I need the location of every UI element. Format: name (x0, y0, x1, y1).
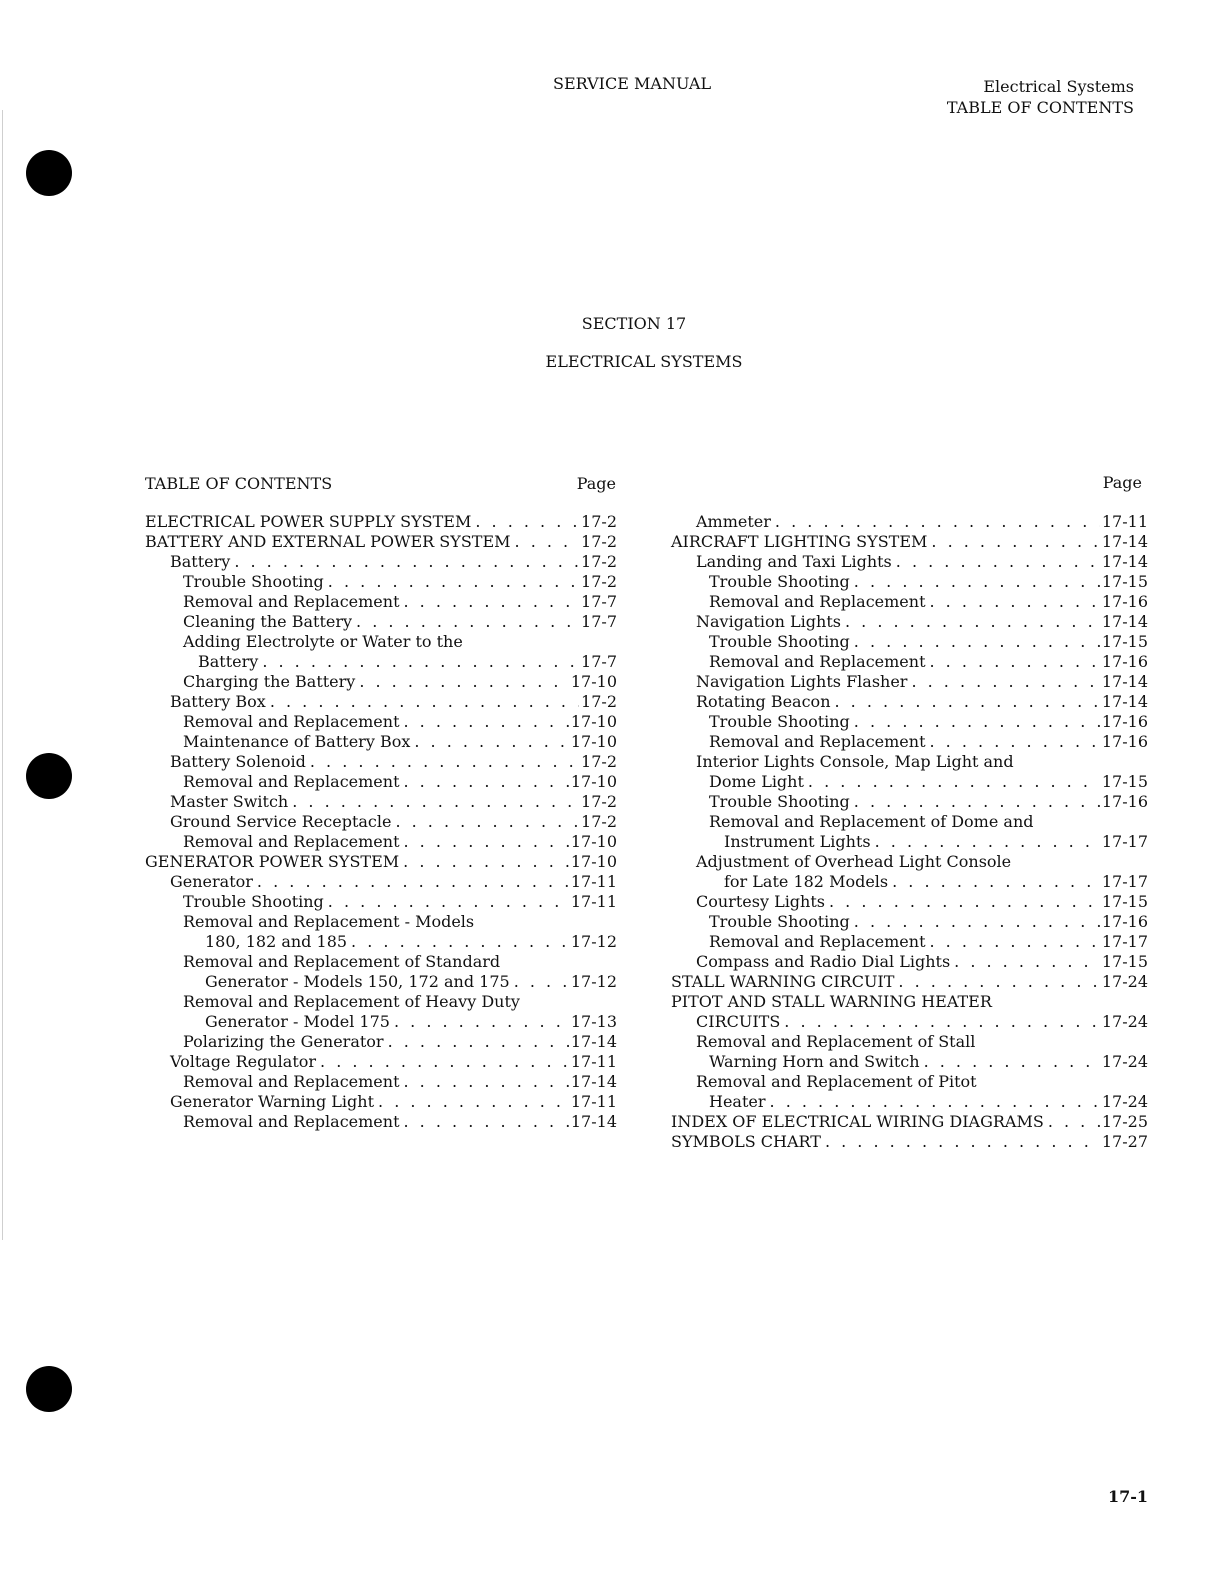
toc-entry (671, 1052, 1148, 1072)
header-toc-label: TABLE OF CONTENTS (946, 98, 1134, 117)
toc-entry (671, 852, 1148, 872)
toc-entry-page: 17-10 (570, 852, 617, 871)
punch-hole-top (26, 150, 72, 196)
toc-entry-page: 17-13 (570, 1012, 617, 1031)
toc-entry (145, 632, 617, 652)
toc-leader-dots (927, 532, 1099, 552)
toc-entry (145, 552, 617, 572)
toc-entry-title: Adding Electrolyte or Water to the (183, 632, 463, 651)
toc-entry (145, 612, 617, 632)
toc-leader-dots (780, 1012, 1100, 1032)
toc-leader-dots (316, 1052, 569, 1072)
toc-entry (671, 892, 1148, 912)
toc-entry (671, 1012, 1148, 1032)
toc-entry (145, 852, 617, 872)
toc-entry (145, 932, 617, 952)
toc-entry-page: 17-14 (1101, 532, 1148, 551)
toc-entry-page: 17-14 (1101, 552, 1148, 571)
toc-leader-dots (400, 1112, 569, 1132)
toc-heading: TABLE OF CONTENTS (145, 474, 333, 493)
toc-entry-title: BATTERY AND EXTERNAL POWER SYSTEM (145, 532, 511, 551)
toc-leader-dots (511, 532, 580, 552)
toc-entry-title: CIRCUITS (696, 1012, 781, 1031)
toc-entry-page: 17-12 (570, 972, 617, 991)
toc-leader-dots (926, 592, 1100, 612)
toc-entry (671, 912, 1148, 932)
toc-entry (145, 972, 617, 992)
toc-entry (671, 552, 1148, 572)
toc-leader-dots (920, 1052, 1100, 1072)
toc-leader-dots (825, 892, 1100, 912)
toc-entry-page: 17-12 (570, 932, 617, 951)
toc-entry (671, 812, 1148, 832)
toc-entry-title: 180, 182 and 185 (205, 932, 348, 951)
toc-entry (145, 1012, 617, 1032)
toc-entry-title: Removal and Replacement (709, 732, 926, 751)
toc-entry-page: 17-10 (570, 732, 617, 751)
toc-entry (671, 572, 1148, 592)
toc-entry (145, 512, 617, 532)
toc-entry (145, 772, 617, 792)
toc-entry-page: 17-14 (1101, 672, 1148, 691)
toc-entry (671, 772, 1148, 792)
toc-entry-page: 17-2 (581, 512, 617, 531)
toc-entry-title: Landing and Taxi Lights (696, 552, 892, 571)
toc-entry-title: Removal and Replacement of Pitot (696, 1072, 977, 1091)
toc-entry-page: 17-11 (570, 872, 617, 891)
toc-entry-title: Maintenance of Battery Box (183, 732, 411, 751)
toc-entry-page: 17-2 (581, 752, 617, 771)
toc-entry-page: 17-14 (1101, 692, 1148, 711)
toc-entry-page: 17-16 (1101, 912, 1148, 931)
toc-leader-dots (926, 932, 1100, 952)
toc-entry-page: 17-11 (570, 1092, 617, 1111)
toc-entry-title: Cleaning the Battery (183, 612, 353, 631)
toc-leader-dots (1044, 1112, 1100, 1132)
toc-leader-dots (352, 612, 579, 632)
toc-entry-title: Battery Solenoid (170, 752, 306, 771)
punch-hole-middle (26, 753, 72, 799)
toc-entry-title: Battery (198, 652, 259, 671)
toc-leader-dots (324, 572, 579, 592)
toc-entry (145, 652, 617, 672)
toc-left-column (145, 512, 617, 1132)
toc-entry (671, 1032, 1148, 1052)
toc-entry-title: GENERATOR POWER SYSTEM (145, 852, 400, 871)
toc-entry (145, 1052, 617, 1072)
toc-entry-title: AIRCRAFT LIGHTING SYSTEM (671, 532, 928, 551)
toc-entry-page: 17-24 (1101, 972, 1148, 991)
toc-entry-title: ELECTRICAL POWER SUPPLY SYSTEM (145, 512, 472, 531)
toc-entry-title: Removal and Replacement (183, 832, 400, 851)
toc-entry-title: Removal and Replacement (183, 592, 400, 611)
toc-entry-page: 17-2 (581, 812, 617, 831)
toc-entry-title: Charging the Battery (183, 672, 356, 691)
toc-entry-page: 17-7 (581, 652, 617, 671)
toc-leader-dots (888, 872, 1100, 892)
toc-entry-page: 17-10 (570, 832, 617, 851)
toc-leader-dots (258, 652, 579, 672)
toc-entry-page: 17-15 (1101, 572, 1148, 591)
toc-entry (671, 952, 1148, 972)
toc-entry-title: Removal and Replacement of Standard (183, 952, 501, 971)
toc-entry (671, 712, 1148, 732)
toc-entry (671, 872, 1148, 892)
toc-entry-page: 17-17 (1101, 832, 1148, 851)
toc-entry-page: 17-15 (1101, 632, 1148, 651)
toc-entry-page: 17-17 (1101, 872, 1148, 891)
toc-entry (671, 992, 1148, 1012)
toc-entry-title: SYMBOLS CHART (671, 1132, 821, 1151)
toc-entry-title: Battery (170, 552, 231, 571)
toc-entry (145, 1072, 617, 1092)
toc-entry-page: 17-11 (1101, 512, 1148, 531)
toc-leader-dots (804, 772, 1100, 792)
toc-leader-dots (324, 892, 569, 912)
toc-entry-page: 17-24 (1101, 1092, 1148, 1111)
toc-right-page-label: Page (1102, 473, 1142, 492)
toc-entry-page: 17-16 (1101, 792, 1148, 811)
toc-entry-title: Trouble Shooting (183, 572, 324, 591)
toc-entry-title: Courtesy Lights (696, 892, 825, 911)
toc-leader-dots (347, 932, 569, 952)
toc-entry-page: 17-2 (581, 532, 617, 551)
toc-leader-dots (400, 772, 569, 792)
binding-edge (2, 110, 3, 1240)
toc-entry (671, 532, 1148, 552)
toc-entry-title: Master Switch (170, 792, 289, 811)
toc-entry (671, 932, 1148, 952)
toc-entry (145, 952, 617, 972)
toc-entry-title: Heater (709, 1092, 766, 1111)
toc-entry-page: 17-14 (570, 1112, 617, 1131)
toc-leader-dots (400, 1072, 569, 1092)
toc-entry-page: 17-14 (1101, 612, 1148, 631)
toc-entry-title: Trouble Shooting (709, 632, 850, 651)
toc-leader-dots (850, 792, 1100, 812)
toc-entry-title: Instrument Lights (724, 832, 871, 851)
toc-entry-title: PITOT AND STALL WARNING HEATER (671, 992, 992, 1011)
toc-entry-title: Removal and Replacement (183, 1072, 400, 1091)
punch-hole-bottom (26, 1366, 72, 1412)
toc-leader-dots (399, 852, 569, 872)
toc-entry (671, 1132, 1148, 1152)
toc-leader-dots (841, 612, 1100, 632)
toc-entry (145, 872, 617, 892)
toc-entry-title: Rotating Beacon (696, 692, 831, 711)
toc-entry (145, 712, 617, 732)
toc-leader-dots (950, 952, 1100, 972)
toc-entry (145, 732, 617, 752)
toc-entry-title: Compass and Radio Dial Lights (696, 952, 951, 971)
toc-entry-title: Generator (170, 872, 253, 891)
toc-entry-title: Generator Warning Light (170, 1092, 375, 1111)
toc-entry-title: Removal and Replacement (183, 772, 400, 791)
toc-entry (671, 692, 1148, 712)
toc-entry-page: 17-10 (570, 672, 617, 691)
toc-entry-title: Trouble Shooting (183, 892, 324, 911)
toc-entry-title: Removal and Replacement (183, 1112, 400, 1131)
toc-entry (671, 592, 1148, 612)
toc-entry (145, 592, 617, 612)
toc-entry-title: Interior Lights Console, Map Light and (696, 752, 1014, 771)
toc-entry-page: 17-27 (1101, 1132, 1148, 1151)
toc-entry-title: Removal and Replacement of Dome and (709, 812, 1034, 831)
toc-entry-title: Removal and Replacement (709, 652, 926, 671)
toc-leader-dots (288, 792, 579, 812)
toc-entry-title: Navigation Lights Flasher (696, 672, 908, 691)
header-manual-title: SERVICE MANUAL (553, 74, 712, 93)
toc-leader-dots (374, 1092, 569, 1112)
section-title: ELECTRICAL SYSTEMS (545, 352, 743, 371)
toc-entry (145, 1112, 617, 1132)
toc-entry (145, 992, 617, 1012)
toc-leader-dots (850, 632, 1100, 652)
toc-entry-page: 17-2 (581, 792, 617, 811)
toc-entry-page: 17-2 (581, 692, 617, 711)
toc-leader-dots (400, 712, 569, 732)
toc-entry-page: 17-24 (1101, 1052, 1148, 1071)
toc-entry-title: Voltage Regulator (170, 1052, 317, 1071)
toc-entry (145, 892, 617, 912)
toc-entry (671, 652, 1148, 672)
toc-entry (145, 1032, 617, 1052)
toc-leader-dots (850, 572, 1100, 592)
toc-entry-title: Removal and Replacement of Stall (696, 1032, 976, 1051)
toc-entry-page: 17-16 (1101, 712, 1148, 731)
toc-right-column (671, 512, 1148, 1152)
toc-leader-dots (391, 812, 579, 832)
toc-leader-dots (821, 1132, 1100, 1152)
toc-entry-title: Ammeter (696, 512, 771, 531)
toc-entry (671, 832, 1148, 852)
toc-entry (671, 1112, 1148, 1132)
toc-entry (671, 612, 1148, 632)
toc-entry-page: 17-15 (1101, 892, 1148, 911)
toc-leader-dots (871, 832, 1100, 852)
toc-entry-page: 17-16 (1101, 592, 1148, 611)
toc-leader-dots (926, 652, 1100, 672)
toc-leader-dots (230, 552, 579, 572)
toc-entry-title: Adjustment of Overhead Light Console (696, 852, 1012, 871)
toc-entry-title: Generator - Models 150, 172 and 175 (205, 972, 510, 991)
toc-entry-page: 17-15 (1101, 952, 1148, 971)
toc-entry-page: 17-11 (570, 1052, 617, 1071)
toc-leader-dots (926, 732, 1100, 752)
toc-entry (145, 1092, 617, 1112)
toc-leader-dots (400, 592, 580, 612)
toc-entry-page: 17-10 (570, 712, 617, 731)
toc-entry-title: Generator - Model 175 (205, 1012, 390, 1031)
toc-entry (671, 672, 1148, 692)
toc-leader-dots (266, 692, 579, 712)
toc-entry-page: 17-7 (581, 612, 617, 631)
page-number: 17-1 (1107, 1487, 1148, 1506)
toc-entry (145, 692, 617, 712)
toc-leader-dots (253, 872, 569, 892)
toc-entry-page: 17-10 (570, 772, 617, 791)
toc-entry-title: for Late 182 Models (724, 872, 889, 891)
toc-leader-dots (384, 1032, 569, 1052)
toc-entry-title: Trouble Shooting (709, 912, 850, 931)
toc-leader-dots (850, 712, 1100, 732)
toc-entry (671, 1092, 1148, 1112)
toc-leader-dots (390, 1012, 569, 1032)
toc-left-page-label: Page (576, 474, 616, 493)
toc-leader-dots (510, 972, 569, 992)
toc-entry-page: 17-17 (1101, 932, 1148, 951)
toc-leader-dots (766, 1092, 1100, 1112)
toc-entry (145, 532, 617, 552)
toc-leader-dots (355, 672, 569, 692)
toc-entry (671, 972, 1148, 992)
toc-entry-title: Ground Service Receptacle (170, 812, 392, 831)
toc-entry-page: 17-25 (1101, 1112, 1148, 1131)
toc-entry (671, 1072, 1148, 1092)
toc-leader-dots (306, 752, 579, 772)
toc-entry (145, 832, 617, 852)
toc-entry (145, 812, 617, 832)
toc-entry-title: Navigation Lights (696, 612, 841, 631)
toc-entry-title: Trouble Shooting (709, 572, 850, 591)
section-number: SECTION 17 (581, 314, 687, 333)
toc-entry (671, 732, 1148, 752)
toc-entry-title: Polarizing the Generator (183, 1032, 384, 1051)
toc-entry-title: Trouble Shooting (709, 792, 850, 811)
toc-leader-dots (850, 912, 1100, 932)
toc-entry-page: 17-24 (1101, 1012, 1148, 1031)
toc-leader-dots (771, 512, 1100, 532)
toc-entry-title: Removal and Replacement of Heavy Duty (183, 992, 520, 1011)
toc-entry-title: Dome Light (709, 772, 804, 791)
toc-leader-dots (907, 672, 1099, 692)
toc-entry-page: 17-16 (1101, 732, 1148, 751)
toc-entry-page: 17-14 (570, 1072, 617, 1091)
toc-leader-dots (410, 732, 569, 752)
toc-entry-title: Trouble Shooting (709, 712, 850, 731)
toc-entry-page: 17-15 (1101, 772, 1148, 791)
toc-entry-page: 17-16 (1101, 652, 1148, 671)
toc-entry (145, 572, 617, 592)
header-section-name: Electrical Systems (983, 77, 1134, 96)
toc-entry-title: Removal and Replacement - Models (183, 912, 475, 931)
toc-entry-title: Removal and Replacement (709, 592, 926, 611)
toc-entry (671, 512, 1148, 532)
toc-entry-page: 17-2 (581, 552, 617, 571)
toc-entry (671, 752, 1148, 772)
toc-leader-dots (831, 692, 1100, 712)
toc-entry-title: Removal and Replacement (709, 932, 926, 951)
toc-entry-title: Removal and Replacement (183, 712, 400, 731)
toc-leader-dots (894, 972, 1099, 992)
toc-entry (671, 632, 1148, 652)
toc-entry-page: 17-11 (570, 892, 617, 911)
toc-entry-page: 17-14 (570, 1032, 617, 1051)
toc-entry-title: Warning Horn and Switch (709, 1052, 920, 1071)
toc-entry-page: 17-7 (581, 592, 617, 611)
toc-entry-title: INDEX OF ELECTRICAL WIRING DIAGRAMS (671, 1112, 1044, 1131)
toc-entry (671, 792, 1148, 812)
toc-leader-dots (892, 552, 1100, 572)
toc-entry-page: 17-2 (581, 572, 617, 591)
toc-entry (145, 672, 617, 692)
toc-entry (145, 792, 617, 812)
toc-entry-title: STALL WARNING CIRCUIT (671, 972, 895, 991)
toc-entry (145, 752, 617, 772)
toc-entry-title: Battery Box (170, 692, 266, 711)
toc-leader-dots (400, 832, 569, 852)
toc-entry (145, 912, 617, 932)
toc-leader-dots (471, 512, 579, 532)
